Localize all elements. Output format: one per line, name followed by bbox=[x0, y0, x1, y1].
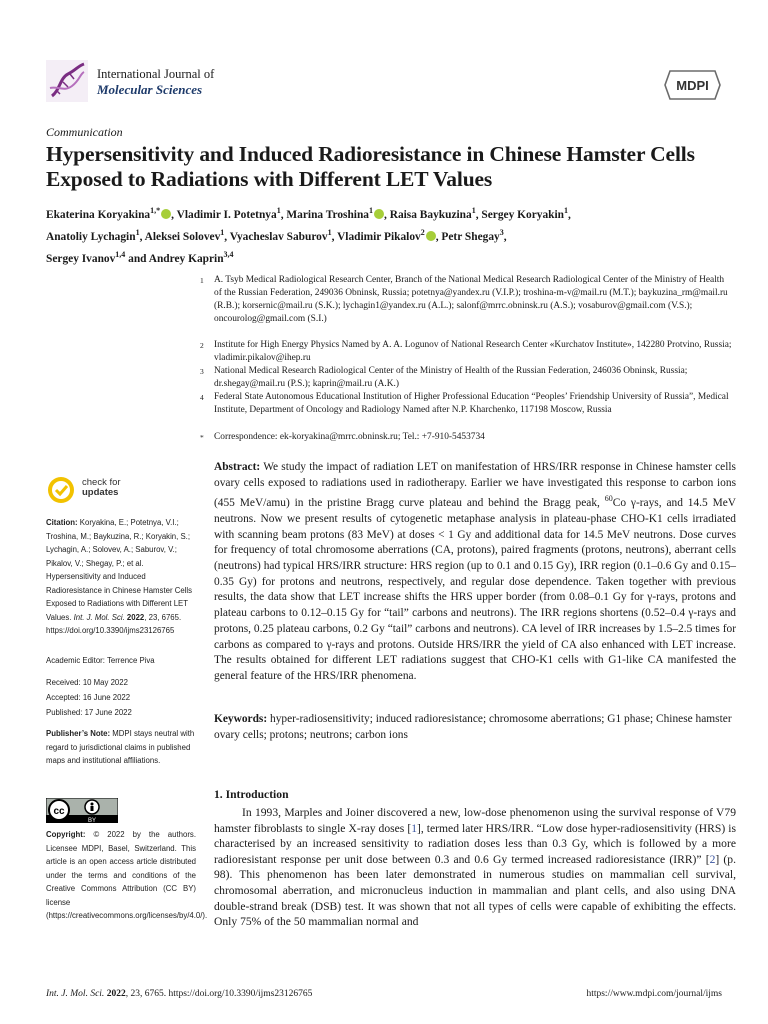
affiliation-number: 4 bbox=[200, 393, 204, 402]
author-line-2: Anatoliy Lychagin$^1$, Aleksei Solovev$^1$, Vyacheslav Saburov$^1$, Vladimir Pikalov$^2$ , Petr Shegay$^3$, bbox=[46, 228, 507, 243]
author-sup: 1 bbox=[276, 206, 281, 215]
published-date: Published: 17 June 2022 bbox=[46, 708, 132, 717]
author-name[interactable]: Marina Troshina bbox=[286, 209, 370, 221]
abstract-text-1: We study the impact of radiation LET on manifestation of HRS/IRR response in Chinese hamster cells ovary cells exposed to radiations used in radiotherapy. Earlier we have investigated this response to carbon ions (455 MeV/amu) in the pristine Bragg curve plateau and behind the Bragg peak, bbox=[214, 461, 736, 510]
intro-text-1: In 1993, Marples and Joiner discovered a new, low-dose phenomenon using the survival response of V79 hamster fibroblasts to single X-ray doses [ bbox=[214, 806, 736, 835]
abstract bbox=[214, 460, 736, 685]
affiliation-text: A. Tsyb Medical Radiological Research Center, Branch of the National Medical Research Radiological Center of the Ministry of Health of the Russian Federation, 249036 Obninsk, Russia; potetnya@yandex.ru (V.I.P.); troshina-m-v@mail.ru (M.T.); baykuzina_rm@mail.ru (R.B.); korsernic@mail.ru (S.K.); lychagin1@yandex.ru (A.L.); salonf@mrrc.obninsk.ru (A.S.); vosaburov@gmail.com (V.S.); oncourolog@gmail.com (S.I.) bbox=[214, 275, 728, 324]
orcid-icon[interactable] bbox=[374, 209, 384, 219]
author-name[interactable]: Raisa Baykuzina bbox=[389, 209, 472, 221]
abstract-sup: 60 bbox=[604, 494, 613, 504]
affiliation-number: 3 bbox=[200, 367, 204, 376]
check-for-updates-icon[interactable] bbox=[46, 475, 76, 505]
affiliation-text: Correspondence: ek-koryakina@mrrc.obninsk.ru; Tel.: +7-910-5453734 bbox=[214, 432, 485, 442]
article-type: Communication bbox=[46, 125, 123, 139]
affiliation-3 bbox=[200, 365, 734, 391]
author-name[interactable]: Vladimir I. Potetnya bbox=[176, 209, 277, 221]
author-sup: 3 bbox=[499, 228, 504, 237]
orcid-icon[interactable] bbox=[161, 209, 171, 219]
author-line-3: Sergey Ivanov$^{1,4}$ and Andrey Kaprin$^{3,4}$ bbox=[46, 250, 234, 265]
author-name[interactable]: Andrey Kaprin bbox=[148, 253, 224, 265]
affiliation-1 bbox=[200, 274, 734, 326]
author-name[interactable]: Ekaterina Koryakina bbox=[46, 209, 151, 221]
citation-volume[interactable]: , 23, 6765. https://doi.org/10.3390/ijms23126765 bbox=[46, 612, 182, 635]
copyright-label: Copyright: bbox=[46, 830, 86, 839]
reference-link[interactable]: 1 bbox=[411, 821, 418, 835]
author-sup: 1 bbox=[327, 228, 332, 237]
author-name[interactable]: Sergey Ivanov bbox=[46, 253, 116, 265]
affiliation-text: Federal State Autonomous Educational Institution of Higher Professional Education “Peoples’ Friendship University of Russia”, Medical Institute, Department of Oncology and Radiology Named after N.P. Kharchenko, 117198 Moscow, Russia bbox=[214, 392, 729, 415]
affiliation-number: 1 bbox=[200, 276, 204, 285]
intro-text-2: ], termed later HRS/IRR. “Low dose hyper-radiosensitivity (HRS) is characterised by an increased sensitivity to radiation doses less than 0.3 Gy, which is followed by a more radioresistant response per unit dose between 0.3 and 0.6 Gy termed increased radioresistance (IRR)” [ bbox=[214, 821, 736, 866]
footer-journal: Int. J. Mol. Sci. bbox=[46, 989, 105, 999]
publisher-note-text: MDPI stays neutral with regard to jurisdictional claims in published maps and institutional affiliations. bbox=[46, 729, 195, 765]
author-line-1: Ekaterina Koryakina$^{1,*}$ , Vladimir I. Potetnya$^1$, Marina Troshina$^1$ , Raisa Baykuzina$^1$, Sergey Koryakin$^1$, bbox=[46, 206, 571, 221]
reference-link[interactable]: 2 bbox=[709, 852, 716, 866]
author-sup: 1 bbox=[471, 206, 476, 215]
author-name[interactable]: Petr Shegay bbox=[441, 231, 500, 243]
orcid-icon[interactable] bbox=[426, 231, 436, 241]
journal-name bbox=[97, 66, 214, 98]
received-date: Received: 10 May 2022 bbox=[46, 678, 128, 687]
author-sup: 1 bbox=[220, 228, 225, 237]
affiliation-text: National Medical Research Radiological Center of the Ministry of Health of the Russian Federation, 246036 Obninsk, Russia; dr.shegay@mail.ru (P.S.); kaprin@mail.ru (A.K.) bbox=[214, 366, 688, 389]
citation-year: 2022 bbox=[126, 612, 145, 622]
publisher-note-label: Publisher’s Note: bbox=[46, 729, 111, 738]
author-name[interactable]: Vladimir Pikalov bbox=[337, 231, 421, 243]
footer-citation bbox=[46, 989, 312, 999]
keywords-label: Keywords: bbox=[214, 713, 268, 725]
copyright-text: © 2022 by the authors. Licensee MDPI, Basel, Switzerland. This article is an open access article distributed under the terms and conditions of the Creative Commons Attribution (CC BY) license (https://creativecommons.org/licenses/by/4.0/). bbox=[46, 830, 208, 920]
author-sup: 1 bbox=[563, 206, 568, 215]
author-name[interactable]: Aleksei Solovev bbox=[144, 231, 221, 243]
author-sup: 2 bbox=[420, 228, 425, 237]
citation-label: Citation: bbox=[46, 518, 78, 527]
author-list bbox=[46, 202, 736, 268]
author-name[interactable]: Sergey Koryakin bbox=[481, 209, 564, 221]
academic-editor: Academic Editor: Terrence Piva bbox=[46, 656, 155, 665]
keywords bbox=[214, 712, 736, 743]
copyright-block bbox=[46, 828, 208, 923]
svg-text:cc: cc bbox=[53, 806, 65, 817]
journal-name-line1: International Journal of bbox=[97, 67, 215, 81]
affiliation-number: * bbox=[200, 433, 204, 442]
author-sup: 3,4 bbox=[223, 250, 234, 259]
affiliation-4 bbox=[200, 391, 734, 417]
affiliation-2 bbox=[200, 339, 734, 365]
keywords-text: hyper-radiosensitivity; induced radioresistance; chromosome aberrations; G1 phase; Chinese hamster ovary cells; protons; neutrons; carbon ions bbox=[214, 713, 732, 741]
author-sup: 1 bbox=[369, 206, 374, 215]
author-name[interactable]: Anatoliy Lychagin bbox=[46, 231, 136, 243]
author-name[interactable]: Vyacheslav Saburov bbox=[229, 231, 328, 243]
abstract-label: Abstract: bbox=[214, 461, 261, 473]
citation-block bbox=[46, 516, 196, 638]
check-for-updates-label[interactable] bbox=[82, 478, 121, 498]
citation-text: Koryakina, E.; Potetnya, V.I.; Troshina, M.; Baykuzina, R.; Koryakin, S.; Lychagin, A.; Solovev, A.; Saburov, V.; Pikalov, V.; Shegay, P.; et al. Hypersensitivity and Induced Radioresistance in Chinese Hamster Cells Exposed to Radiations with Different LET Values. bbox=[46, 518, 193, 622]
mdpi-logo-icon bbox=[664, 70, 721, 100]
check-line-1: check for bbox=[82, 477, 121, 488]
footer-doi[interactable]: , 23, 6765. https://doi.org/10.3390/ijms23126765 bbox=[125, 989, 313, 999]
introduction-paragraph bbox=[214, 805, 736, 930]
accepted-date: Accepted: 16 June 2022 bbox=[46, 693, 131, 702]
cc-by-license-icon[interactable] bbox=[46, 798, 118, 823]
footer-journal-url[interactable]: https://www.mdpi.com/journal/ijms bbox=[586, 989, 722, 999]
affiliation-text: Institute for High Energy Physics Named by A. A. Logunov of National Research Center «Kurchatov Institute», 142280 Protvino, Russia; vladimir.pikalov@ihep.ru bbox=[214, 340, 732, 363]
footer-year: 2022 bbox=[106, 989, 126, 999]
article-title: Hypersensitivity and Induced Radioresistance in Chinese Hamster Cells Exposed to Radiations with Different LET Values bbox=[46, 142, 695, 191]
check-line-2: updates bbox=[82, 487, 119, 498]
abstract-text-2: Co γ-rays, and 14.5 MeV neutrons. Now we present results of cytogenetic metaphase analysis in plateau-phase CHO-K1 cells irradiated with scanning beam protons (83 MeV) at doses < 1 Gy and additional data for 14.5 MeV neutrons. Dose curves for frequency of total chromosome aberrations (CA, protons), paired fragments (protons, neutrons), aberrant cells (neutrons) had typical HRS/IRR structure: HRS region (up to 0.1 and 0.15 Gy), IRR region (0.1–0.6 Gy and 0.15–0.35 Gy) for protons and neutrons, respectively, and regular dose dependence. Taken together with previous results, the data show that LET increase shifts the HRS upper border (from 0.08–0.1 Gy for γ-rays, protons and plateau carbons to 0.12–0.15 Gy for “tail” carbons and neutrons). The IRR regions shortens (0.52–0.4 γ-rays and protons, 0.25 plateau carbons, 0.2 Gy “tail” carbons and neutrons). CA level of IRR increases by 1.5–2.5 times for carbons as compared to γ-rays and protons. Outside HRS/IRR the yield of CA also enhanced with LET increase. The results obtained for different LET radiations suggest that CHO-K1 cells with G1-like CA manifested the general feature of the HRS/IRR phenomena. bbox=[214, 497, 737, 682]
author-sup: 1 bbox=[135, 228, 140, 237]
author-sup: 1,* bbox=[150, 206, 161, 215]
author-sup: 1,4 bbox=[115, 250, 126, 259]
affiliation-correspondence bbox=[200, 431, 734, 444]
journal-name-line2: Molecular Sciences bbox=[97, 82, 203, 97]
intro-text-3: ] (p. 98). This phenomenon has been later demonstrated in numerous studies on mammalian cell survival, chromosomal aberration, and micronucleus induction in mammalian and plant cells, and also using DNA double-strand break (DSB) test. It was shown that not all types of cells were capable of exhibiting the effects. Only 75% of the 50 mammalian normal and bbox=[214, 852, 736, 929]
cc-badge-label: BY bbox=[87, 818, 97, 823]
journal-logo-icon bbox=[46, 60, 88, 102]
publisher-label: MDPI bbox=[676, 78, 709, 93]
section-heading-introduction: 1. Introduction bbox=[214, 788, 289, 801]
citation-journal: Int. J. Mol. Sci. bbox=[73, 612, 125, 622]
publisher-note bbox=[46, 727, 196, 768]
affiliation-number: 2 bbox=[200, 341, 204, 350]
